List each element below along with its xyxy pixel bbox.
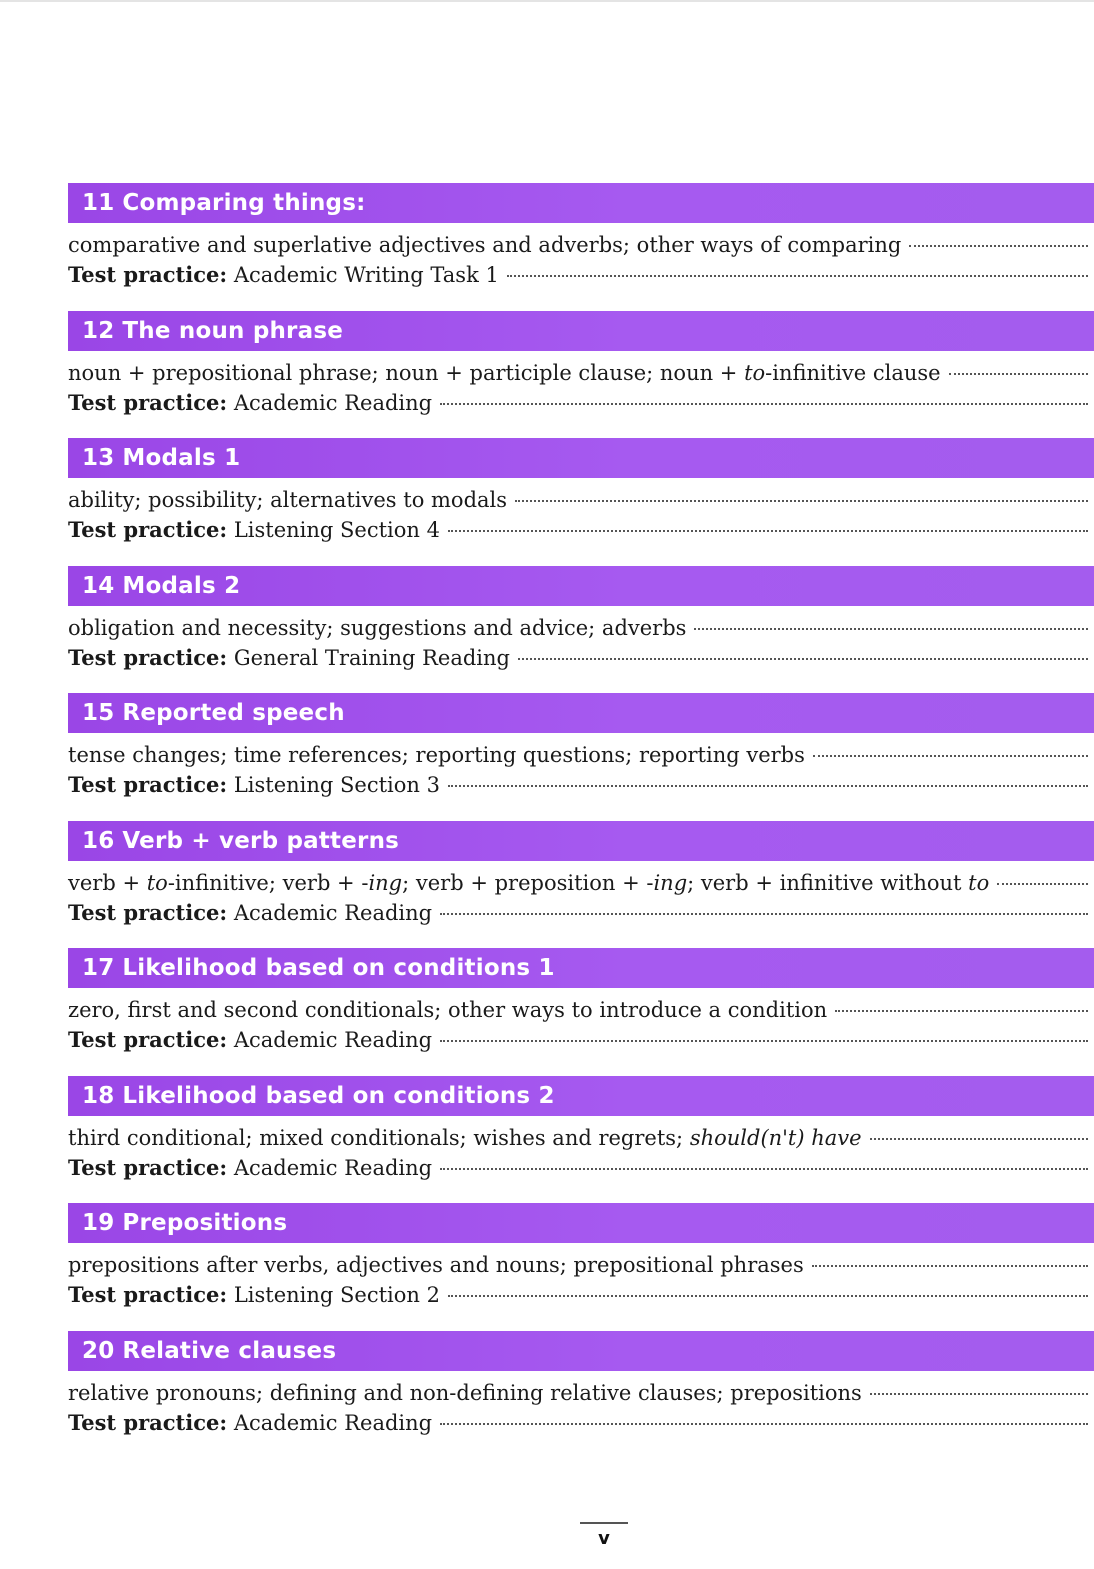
dot-leader	[812, 1265, 1088, 1267]
test-practice-text: Academic Reading	[233, 900, 433, 925]
unit-number: 17	[82, 955, 115, 981]
unit-title: Prepositions	[122, 1210, 288, 1236]
dot-leader	[694, 628, 1088, 630]
dot-leader	[518, 658, 1088, 660]
toc-unit	[68, 438, 1094, 566]
dot-leader	[440, 403, 1088, 405]
unit-description-row	[68, 231, 1088, 259]
unit-number: 11	[82, 190, 115, 216]
unit-title: Verb + verb patterns	[122, 827, 400, 854]
page-number: v	[598, 1528, 610, 1549]
test-practice-label: Test practice:	[68, 772, 228, 797]
unit-description-row	[68, 1124, 1088, 1152]
test-practice-entry	[68, 1026, 432, 1054]
unit-description: prepositions after verbs, adjectives and nouns; prepositional phrases	[68, 1253, 804, 1277]
unit-title: The noun phrase	[122, 317, 344, 344]
unit-description-row	[68, 996, 1088, 1024]
test-practice-text: Listening Section 2	[233, 1283, 440, 1307]
unit-description: verb + to-infinitive; verb + -ing; verb + preposition + -ing; verb + infinitive without to	[68, 870, 990, 895]
toc-unit	[68, 1203, 1094, 1331]
test-practice-row	[68, 516, 1088, 544]
unit-title: Comparing things:	[122, 190, 366, 216]
test-practice-row	[68, 1281, 1088, 1309]
test-practice-entry	[68, 1409, 432, 1437]
test-practice-row	[68, 1154, 1088, 1182]
unit-description-row	[68, 1251, 1088, 1279]
toc-unit	[68, 948, 1094, 1076]
unit-description: comparative and superlative adjectives and adverbs; other ways of comparing	[68, 233, 902, 257]
toc-unit	[68, 821, 1094, 949]
dot-leader	[448, 785, 1088, 787]
test-practice-text: Listening Section 3	[233, 773, 440, 797]
unit-description-row	[68, 1379, 1088, 1407]
test-practice-row	[68, 899, 1088, 927]
test-practice-label: Test practice:	[68, 1409, 228, 1435]
unit-title: Reported speech	[122, 700, 345, 726]
unit-header	[68, 1331, 1094, 1371]
toc-unit	[68, 183, 1094, 311]
dot-leader	[440, 1040, 1088, 1042]
unit-description: relative pronouns; defining and non-defining relative clauses; prepositions	[68, 1380, 862, 1405]
unit-header	[68, 183, 1094, 223]
unit-header	[68, 693, 1094, 733]
test-practice-row	[68, 1409, 1088, 1437]
test-practice-row	[68, 1026, 1088, 1054]
test-practice-label: Test practice:	[68, 389, 228, 415]
test-practice-text: Academic Reading	[233, 1155, 433, 1180]
dot-leader	[448, 1295, 1088, 1297]
unit-number: 20	[82, 1337, 115, 1364]
dot-leader	[440, 1168, 1088, 1170]
unit-number: 18	[82, 1082, 115, 1109]
unit-title: Modals 1	[122, 445, 241, 471]
unit-description: obligation and necessity; suggestions and advice; adverbs	[68, 615, 687, 640]
test-practice-entry	[68, 389, 432, 417]
unit-header	[68, 566, 1094, 606]
page-folio	[580, 1522, 628, 1549]
dot-leader	[448, 530, 1088, 532]
test-practice-row	[68, 261, 1088, 289]
test-practice-row	[68, 644, 1088, 672]
test-practice-text: General Training Reading	[233, 645, 510, 670]
unit-title: Likelihood based on conditions 2	[122, 1082, 555, 1109]
unit-header	[68, 1203, 1094, 1243]
dot-leader	[997, 883, 1088, 885]
test-practice-text: Academic Writing Task 1	[233, 263, 499, 287]
test-practice-text: Academic Reading	[233, 1028, 433, 1052]
unit-description: tense changes; time references; reporting questions; reporting verbs	[68, 743, 805, 767]
dot-leader	[835, 1010, 1088, 1012]
dot-leader	[949, 373, 1088, 375]
table-of-contents	[68, 183, 1094, 1458]
test-practice-entry	[68, 1281, 440, 1309]
toc-unit	[68, 311, 1094, 439]
unit-description-row	[68, 359, 1088, 387]
dot-leader	[909, 245, 1088, 247]
unit-number: 16	[82, 827, 115, 854]
dot-leader	[507, 275, 1088, 277]
unit-number: 12	[82, 317, 115, 344]
dot-leader	[813, 755, 1088, 757]
test-practice-label: Test practice:	[68, 517, 228, 542]
test-practice-text: Academic Reading	[233, 1410, 433, 1435]
unit-description: ability; possibility; alternatives to modals	[68, 488, 508, 512]
test-practice-label: Test practice:	[68, 1282, 228, 1307]
toc-unit	[68, 1331, 1094, 1459]
folio-rule	[580, 1522, 628, 1524]
unit-title: Likelihood based on conditions 1	[122, 955, 555, 981]
unit-number: 13	[82, 445, 115, 471]
test-practice-entry	[68, 1154, 432, 1182]
test-practice-entry	[68, 644, 510, 672]
test-practice-text: Listening Section 4	[233, 518, 440, 542]
unit-number: 14	[82, 572, 115, 599]
test-practice-label: Test practice:	[68, 1027, 228, 1052]
test-practice-row	[68, 771, 1088, 799]
dot-leader	[440, 913, 1088, 915]
unit-header	[68, 438, 1094, 478]
unit-description-row	[68, 741, 1088, 769]
toc-unit	[68, 566, 1094, 694]
unit-number: 19	[82, 1210, 115, 1236]
top-edge-line	[0, 0, 1094, 2]
unit-description-row	[68, 486, 1088, 514]
unit-title: Relative clauses	[122, 1337, 337, 1364]
unit-header	[68, 948, 1094, 988]
dot-leader	[870, 1138, 1088, 1140]
test-practice-text: Academic Reading	[233, 390, 433, 415]
dot-leader	[870, 1393, 1088, 1395]
unit-header	[68, 1076, 1094, 1116]
unit-description-row	[68, 869, 1088, 897]
dot-leader	[515, 500, 1088, 502]
unit-header	[68, 821, 1094, 861]
test-practice-entry	[68, 516, 440, 544]
unit-description: third conditional; mixed conditionals; wishes and regrets; should(n't) have	[68, 1125, 862, 1150]
unit-title: Modals 2	[122, 572, 241, 599]
unit-description-row	[68, 614, 1088, 642]
unit-description: zero, first and second conditionals; other ways to introduce a condition	[68, 998, 828, 1022]
unit-number: 15	[82, 700, 115, 726]
dot-leader	[440, 1423, 1088, 1425]
test-practice-entry	[68, 899, 432, 927]
toc-unit	[68, 1076, 1094, 1204]
test-practice-row	[68, 389, 1088, 417]
test-practice-entry	[68, 261, 499, 289]
unit-header	[68, 311, 1094, 351]
test-practice-label: Test practice:	[68, 262, 228, 287]
test-practice-label: Test practice:	[68, 1154, 228, 1180]
unit-description: noun + prepositional phrase; noun + participle clause; noun + to-infinitive clause	[68, 360, 941, 385]
test-practice-label: Test practice:	[68, 899, 228, 925]
test-practice-label: Test practice:	[68, 644, 228, 670]
toc-unit	[68, 693, 1094, 821]
test-practice-entry	[68, 771, 440, 799]
